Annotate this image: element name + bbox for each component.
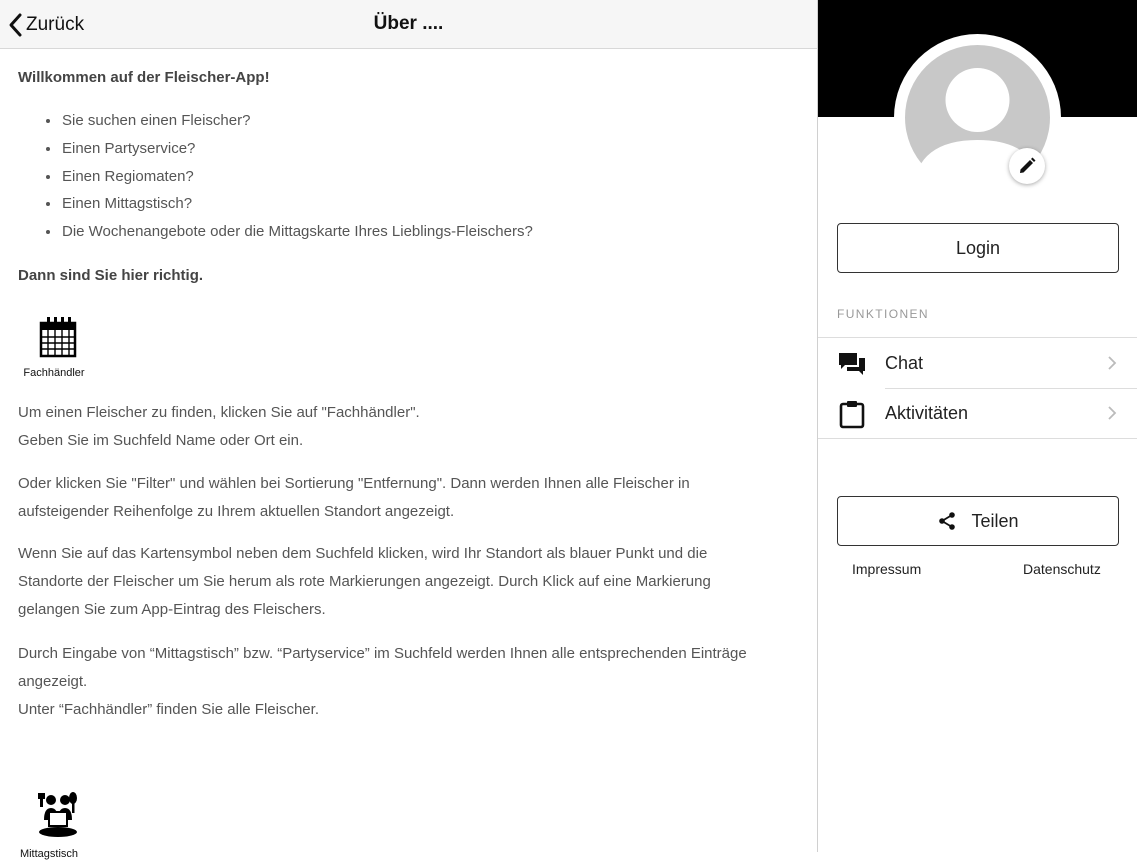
datenschutz-link[interactable]: Datenschutz — [1023, 561, 1101, 577]
paragraph-line: gelangen Sie zum App-Eintrag des Fleischers. — [18, 601, 326, 618]
paragraph-line: Durch Eingabe von “Mittagstisch” bzw. “Partyservice” im Suchfeld werden Ihnen alle entsprechenden Einträge — [18, 645, 747, 662]
chevron-right-icon — [1107, 355, 1117, 371]
feature-list — [44, 109, 533, 248]
paragraph-line: Standorte der Fleischer um Sie herum als rote Markierungen angezeigt. Durch Klick auf eine Markierung — [18, 573, 711, 590]
section-label-funktionen: FUNKTIONEN — [837, 307, 929, 321]
page-title: Über .... — [373, 13, 444, 34]
functions-menu — [818, 337, 1137, 439]
restaurant-table-icon — [36, 790, 80, 840]
list-item: Sie suchen einen Fleischer? — [44, 109, 533, 137]
login-button[interactable] — [837, 223, 1119, 273]
list-item: Einen Partyservice? — [44, 137, 533, 165]
back-label: Zurück — [26, 14, 85, 35]
navigation-bar — [0, 0, 817, 49]
clipboard-icon — [838, 400, 866, 428]
welcome-heading: Willkommen auf der Fleischer-App! — [18, 69, 270, 86]
list-item: Einen Regiomaten? — [44, 165, 533, 193]
list-item: Die Wochenangebote oder die Mittagskarte Ihres Lieblings-Fleischers? — [44, 220, 533, 248]
edit-avatar-button[interactable] — [1009, 148, 1045, 184]
fachhaendler-tile[interactable] — [18, 315, 98, 379]
paragraph-line: Unter “Fachhändler” finden Sie alle Fleischer. — [18, 701, 319, 718]
share-button[interactable] — [837, 496, 1119, 546]
paragraph-line: Wenn Sie auf das Kartensymbol neben dem Suchfeld klicken, wird Ihr Standort als blauer Punkt und die — [18, 545, 708, 562]
pencil-icon — [1018, 157, 1036, 175]
list-item: Einen Mittagstisch? — [44, 192, 533, 220]
share-label: Teilen — [971, 510, 1019, 531]
chevron-right-icon — [1107, 405, 1117, 421]
paragraph-find — [18, 399, 808, 455]
paragraph-line: angezeigt. — [18, 673, 88, 690]
fachhaendler-label: Fachhändler — [23, 367, 85, 379]
paragraph-line: Geben Sie im Suchfeld Name oder Ort ein. — [18, 432, 304, 449]
paragraph-map — [18, 540, 808, 624]
menu-label-aktivitaeten: Aktivitäten — [885, 402, 969, 423]
impressum-link[interactable]: Impressum — [852, 561, 922, 577]
paragraph-line: Oder klicken Sie "Filter" und wählen bei Sortierung "Entfernung". Dann werden Ihnen alle Fleischer in — [18, 475, 690, 492]
mittagstisch-tile[interactable] — [18, 790, 98, 860]
share-icon — [937, 511, 957, 531]
calendar-icon — [38, 315, 78, 359]
login-label: Login — [955, 237, 1001, 258]
paragraph-filter — [18, 470, 808, 526]
right-here-text: Dann sind Sie hier richtig. — [18, 267, 204, 284]
paragraph-line: Um einen Fleischer zu finden, klicken Sie auf "Fachhändler". — [18, 404, 420, 421]
menu-item-aktivitaeten[interactable] — [818, 388, 1137, 438]
paragraph-line: aufsteigender Reihenfolge zu Ihrem aktuellen Standort angezeigt. — [18, 503, 455, 520]
side-menu — [817, 0, 1136, 852]
menu-item-chat[interactable] — [818, 338, 1137, 388]
menu-label-chat: Chat — [885, 352, 924, 373]
chat-icon — [838, 350, 866, 378]
mittagstisch-label: Mittagstisch — [19, 848, 79, 860]
paragraph-search — [18, 640, 808, 724]
